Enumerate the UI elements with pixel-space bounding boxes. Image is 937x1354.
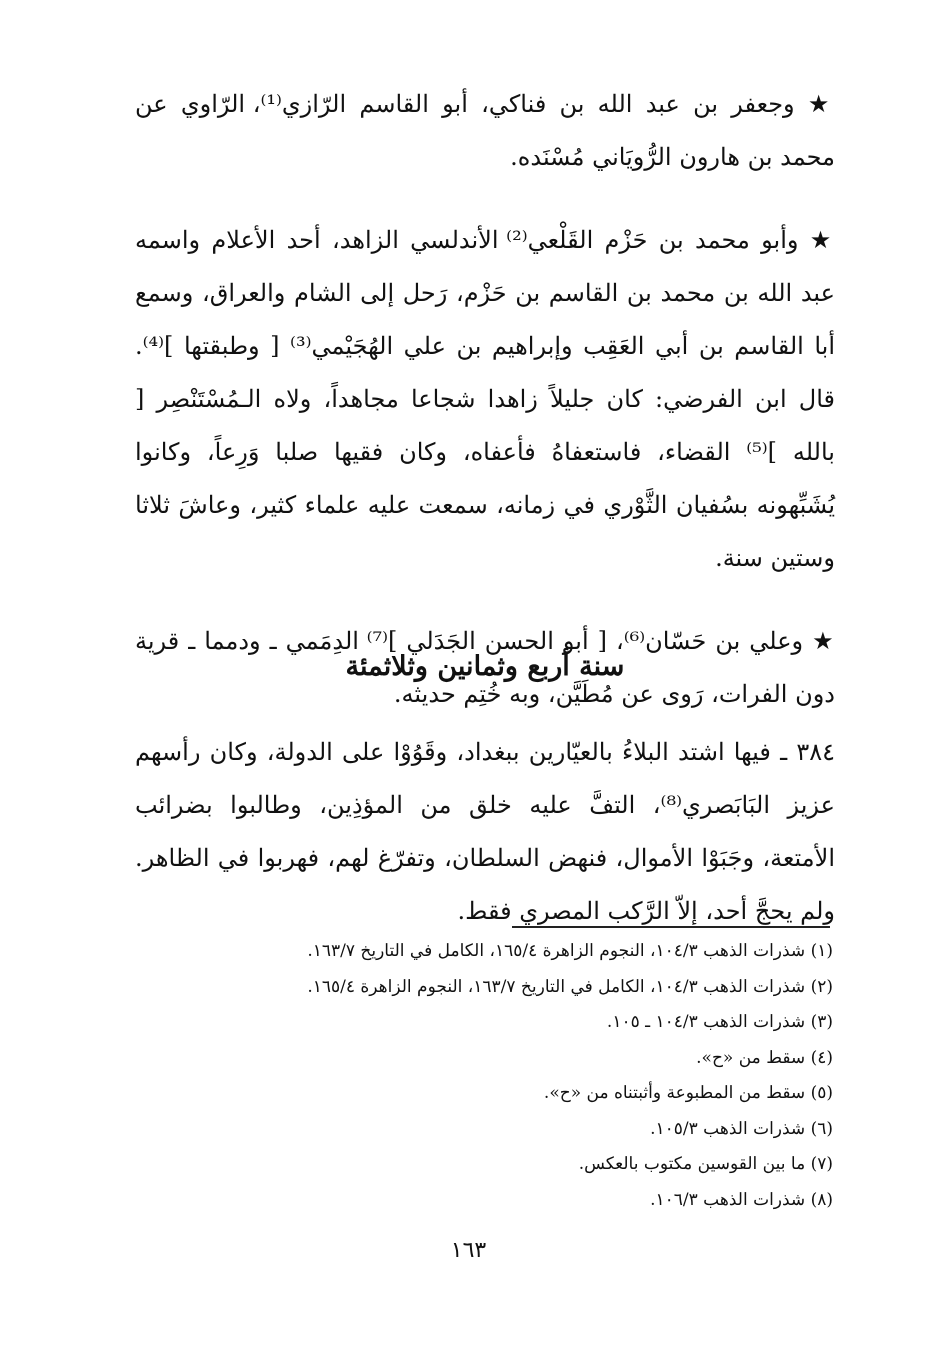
- footnote-item: (٣) شذرات الذهب ١٠٤/٣ ـ ١٠٥.: [606, 1012, 833, 1032]
- footnote-item: (٢) شذرات الذهب ١٠٤/٣، الكامل في التاريخ ١٦٣/٧، النجوم الزاهرة ١٦٥/٤.: [307, 976, 833, 997]
- year-heading: سنة أربع وثمانين وثلاثمئة: [345, 651, 625, 683]
- footnotes-list: [135, 934, 833, 1218]
- footnote-divider: [512, 926, 830, 928]
- footnote-item: (٤) سقط من «ح».: [696, 1047, 833, 1068]
- footnote-item: (١) شذرات الذهب ١٠٤/٣، النجوم الزاهرة ١٦٥/٤، الكامل في التاريخ ١٦٣/٧.: [307, 941, 833, 961]
- page-number: ١٦٣: [450, 1238, 487, 1263]
- entry-ali-ibn-hassan: ★ وعلي بن حَسّان⁽⁶⁾، [ أبو الحسن الجَدَلي ]⁽⁷⁾ الدِمَمي ـ ودمما ـ قرية دون الفرات، رَوى عن مُطَيَّن، وبه خُتِم حديثه.: [135, 627, 836, 708]
- entry-ibn-hazm-al-qalai: ★ وأبو محمد بن حَزْم القَلْعي⁽²⁾ الأندلسي الزاهد، أحد الأعلام واسمه عبد الله بن محمد بن القاسم بن حَزْم، رَحل إلى الشام والعراق، وسمع أبا القاسم بن أبي العَقِب وإبراهيم بن علي الهُجَيْمي⁽³⁾ [ وطبقتها ]⁽⁴⁾. قال ابن الفرضي: كان جليلاً زاهدا شجاعا مجاهداً، ولاه الـمُسْتَنْصِر [ بالله ]⁽⁵⁾ القضاء، فاستعفاهُ فأعفاه، وكان فقيها صلبا وَرِعاً، وكانوا يُشَبِّهونه بسُفيان الثَّوْري في زمانه، سمعت عليه علماء كثير، وعاشَ ثلاثا وستين سنة.: [135, 226, 836, 572]
- footnote-item: (٦) شذرات الذهب ١٠٥/٣.: [650, 1118, 833, 1139]
- year-384-paragraph: ٣٨٤ ـ فيها اشتد البلاءُ بالعيّارين ببغداد، وقَوُوْا على الدولة، وكان رأسهم عزيز البَابَصري⁽⁸⁾، التفَّ عليه خلق من المؤذِين، وطالبوا بضرائب الأمتعة، وجَبَوْا الأموال، فنهض السلطان، وتفرّغ لهم، فهربوا في الظاهر. ولم يحجَّ أحد، إلاّ الرَّكب المصري فقط.: [135, 738, 835, 925]
- entry-jafar-al-razi: ★ وجعفر بن عبد الله بن فناكي، أبو القاسم الرّازي⁽¹⁾، الرّاوي عن محمد بن هارون الرُّويَاني مُسْنَده.: [135, 90, 835, 171]
- footnote-item: (٧) ما بين القوسين مكتوب بالعكس.: [578, 1154, 833, 1174]
- footnote-item: (٥) سقط من المطبوعة وأثبتناه من «ح».: [543, 1083, 833, 1103]
- footnote-item: (٨) شذرات الذهب ١٠٦/٣.: [650, 1189, 833, 1210]
